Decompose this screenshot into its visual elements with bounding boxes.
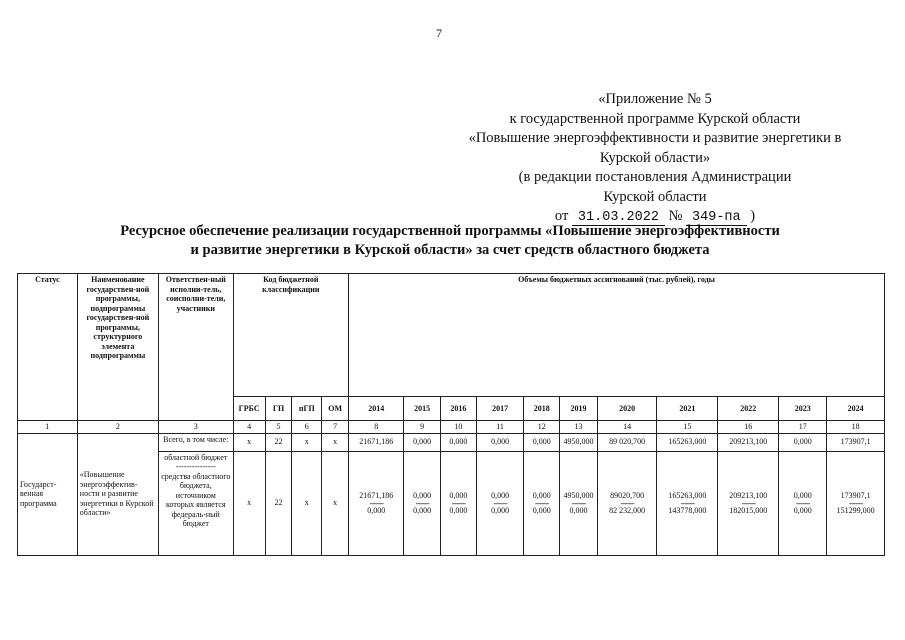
title-line-2: и развитие энергетики в Курской области» за счет средств областного бюджета: [190, 242, 710, 258]
appendix-line-5: (в редакции постановления Администрации: [518, 169, 792, 185]
regional-value-bottom: 143778,000: [668, 505, 707, 515]
total-value: 21671,186: [348, 433, 404, 451]
regional-value-bottom: 151299,000: [836, 505, 875, 515]
regional-value-dash: --------: [796, 498, 810, 508]
code-value: х: [292, 433, 322, 451]
total-value: 0,000: [477, 433, 524, 451]
column-number: 15: [657, 421, 718, 434]
title-line-1: Ресурсное обеспечение реализации государственной программы «Повышение энергоэффективности: [120, 223, 780, 239]
regional-value-top: 0,000: [491, 491, 510, 500]
header-volumes: Объемы бюджетных ассигнований (тыс. рублей), годы: [348, 274, 884, 397]
total-value: 0,000: [524, 433, 560, 451]
code-value: х: [322, 433, 349, 451]
total-value: 0,000: [440, 433, 476, 451]
regional-value-top: 21671,186: [359, 491, 394, 500]
regional-value-top: 0,000: [532, 491, 551, 500]
header-code-gp: ГП: [265, 396, 292, 420]
column-number: 3: [158, 421, 233, 434]
header-year: 2015: [404, 396, 440, 420]
regional-value: [597, 451, 657, 555]
program-status: Государст-венная программа: [18, 433, 78, 555]
column-number: 7: [322, 421, 349, 434]
regional-value: [440, 451, 476, 555]
column-number: 10: [440, 421, 476, 434]
column-number: 18: [827, 421, 885, 434]
header-year: 2023: [779, 396, 827, 420]
close-paren: ): [750, 208, 756, 224]
regional-value-dash: --------: [680, 498, 695, 508]
page-number: 7: [436, 26, 442, 40]
regional-value-bottom: 182015,000: [729, 505, 768, 515]
regional-value-dash: --------: [493, 498, 507, 508]
document-title: [40, 222, 860, 260]
regional-value-top: 165263,000: [668, 491, 707, 500]
total-value: 0,000: [779, 433, 827, 451]
column-number: 5: [265, 421, 292, 434]
code-value: 22: [265, 451, 292, 555]
column-number: 2: [77, 421, 158, 434]
date-prefix: от: [554, 208, 569, 224]
regional-value-stack: [794, 491, 812, 515]
regional-value-dash: --------: [535, 498, 549, 508]
total-value: 4950,000: [560, 433, 597, 451]
header-year: 2022: [718, 396, 779, 420]
regional-value-stack: [564, 491, 594, 515]
regional-value: [560, 451, 597, 555]
regional-value-top: 0,000: [449, 491, 468, 500]
regional-value-bottom: 0,000: [569, 505, 588, 515]
regional-value: [404, 451, 440, 555]
code-value: 22: [265, 433, 292, 451]
total-value: 165263,000: [657, 433, 718, 451]
column-number: 12: [524, 421, 560, 434]
regional-value: [524, 451, 560, 555]
executor-regional-top: областной бюджет: [164, 452, 228, 462]
executor-regional-dash: ---------------: [175, 462, 216, 471]
appendix-line-1: «Приложение № 5: [598, 91, 712, 107]
regional-value: [657, 451, 718, 555]
regional-value-stack: [609, 491, 645, 515]
column-number: 6: [292, 421, 322, 434]
regional-value-stack: [491, 491, 509, 515]
regional-value-top: 4950,000: [563, 491, 594, 500]
code-value: х: [322, 451, 349, 555]
regional-value-top: 0,000: [413, 491, 432, 500]
regional-value-dash: --------: [415, 498, 429, 508]
table-row-total: [18, 433, 885, 451]
regional-value: [477, 451, 524, 555]
regional-value-stack: [449, 491, 467, 515]
regional-value-stack: [533, 491, 551, 515]
header-code-grbs: ГРБС: [233, 396, 265, 420]
header-name: Наименование государствен-ной программы, подпрограммы государствен-ной программы, структурного элемента подпрограммы: [77, 274, 158, 421]
regional-value-bottom: 82 232,000: [609, 505, 646, 515]
header-budget-code: Код бюджетной классификации: [233, 274, 348, 397]
column-number: 16: [718, 421, 779, 434]
appendix-line-6: Курской области: [603, 188, 707, 205]
regional-value-dash: --------: [741, 498, 755, 508]
regional-value-dash: --------: [848, 498, 863, 508]
header-year: 2016: [440, 396, 476, 420]
total-value: 89 020,700: [597, 433, 657, 451]
column-number: 9: [404, 421, 440, 434]
appendix-line-4: Курской области»: [599, 149, 711, 166]
column-number: 14: [597, 421, 657, 434]
code-value: х: [233, 451, 265, 555]
header-year: 2014: [348, 396, 404, 420]
regional-value-dash: --------: [451, 498, 466, 508]
regional-value-top: 0,000: [793, 491, 812, 500]
column-number: 8: [348, 421, 404, 434]
header-year: 2018: [524, 396, 560, 420]
budget-table: [17, 273, 885, 556]
regional-value-stack: [668, 491, 706, 515]
regional-value-dash: --------: [369, 498, 383, 508]
header-year: 2019: [560, 396, 597, 420]
total-value: 209213,100: [718, 433, 779, 451]
regional-value-bottom: 0,000: [793, 505, 812, 515]
regional-value: [718, 451, 779, 555]
appendix-header: [440, 90, 870, 228]
regional-value-stack: [729, 491, 767, 515]
column-number: 17: [779, 421, 827, 434]
executor-regional-bottom: средства областного бюджета, источником которых является федераль-ный бюджет: [161, 471, 231, 528]
decree-number: 349-па: [686, 210, 747, 226]
decree-date: 31.03.2022: [572, 210, 665, 226]
regional-value-stack: [837, 491, 875, 515]
regional-value-bottom: 0,000: [449, 505, 468, 515]
number-prefix: №: [668, 208, 683, 224]
regional-value-bottom: 0,000: [532, 505, 551, 515]
regional-value-top: 173907,1: [840, 491, 871, 500]
program-name: «Повышение энергоэффектив-ности и развитие энергетики в Курской области»: [77, 433, 158, 555]
header-year: 2017: [477, 396, 524, 420]
column-number: 13: [560, 421, 597, 434]
header-status: Статус: [18, 274, 78, 421]
header-code-om: ОМ: [322, 396, 349, 420]
regional-value-top: 209213,100: [729, 491, 768, 500]
regional-value-dash: --------: [571, 498, 586, 508]
total-value: 0,000: [404, 433, 440, 451]
total-value: 173907,1: [827, 433, 885, 451]
header-executor: Ответствен-ный исполни-тель, соисполни-тели, участники: [158, 274, 233, 421]
regional-value-bottom: 0,000: [491, 505, 510, 515]
regional-value: [348, 451, 404, 555]
header-year: 2024: [827, 396, 885, 420]
executor-regional: [158, 451, 233, 555]
column-number: 4: [233, 421, 265, 434]
column-number: 1: [18, 421, 78, 434]
header-year: 2020: [597, 396, 657, 420]
header-year: 2021: [657, 396, 718, 420]
column-number: 11: [477, 421, 524, 434]
header-code-pgp: пГП: [292, 396, 322, 420]
regional-value-dash: --------: [620, 498, 634, 508]
regional-value-bottom: 0,000: [413, 505, 432, 515]
regional-value-top: 89020,700: [610, 491, 645, 500]
appendix-line-2: к государственной программе Курской области: [509, 110, 801, 127]
column-number-row: [18, 421, 885, 434]
regional-value: [779, 451, 827, 555]
regional-value-stack: [413, 491, 431, 515]
regional-value-bottom: 0,000: [367, 505, 386, 515]
regional-value-stack: [359, 491, 393, 515]
code-value: х: [233, 433, 265, 451]
code-value: х: [292, 451, 322, 555]
regional-value: [827, 451, 885, 555]
appendix-line-3: «Повышение энергоэффективности и развитие энергетики в: [468, 130, 842, 146]
executor-total: Всего, в том числе:: [158, 433, 233, 451]
